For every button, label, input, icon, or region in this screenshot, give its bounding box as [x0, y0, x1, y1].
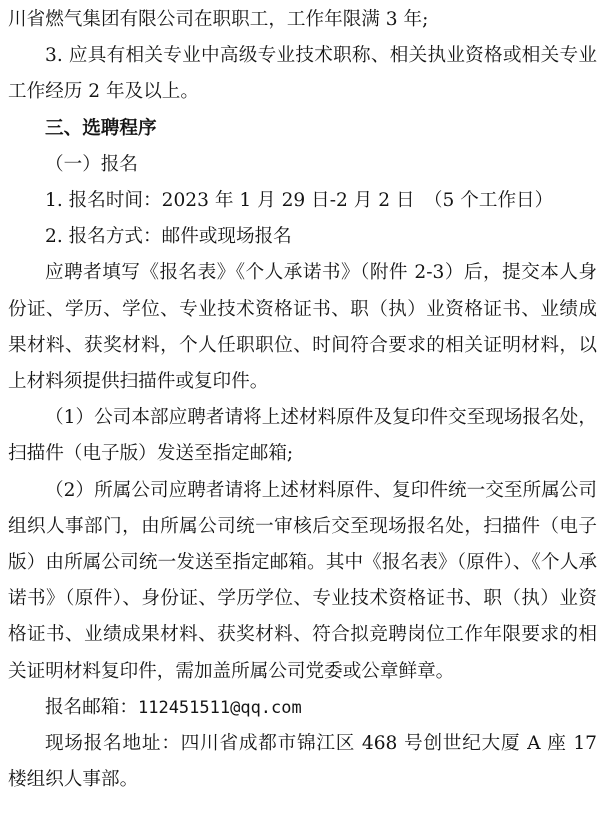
- paragraph-subsidiary-applicants: （2）所属公司应聘者请将上述材料原件、复印件统一交至所属公司组织人事部门，由所属公司统一审核后交至现场报名处，扫描件（电子版）由所属公司统一发送至指定邮箱。其中《报名表》（原件）、《个人承诺书》（原件）、身份证、学历学位、专业技术资格证书、职（执）业资格证书、业绩成果材料、获奖材料、符合拟竞聘岗位工作年限要求的相关证明材料复印件，需加盖所属公司党委或公章鲜章。: [8, 479, 597, 682]
- paragraph-registration-email: [8, 690, 597, 726]
- section-heading-selection-procedure: 三、选聘程序: [45, 117, 157, 139]
- paragraph-eligibility-continued: 川省燃气集团有限公司在职职工，工作年限满 3 年;: [8, 9, 429, 30]
- paragraph-registration-address: 现场报名地址：四川省成都市锦江区 468 号创世纪大厦 A 座 17 楼组织人事部。: [8, 733, 597, 791]
- paragraph-registration-time: 1. 报名时间：2023 年 1 月 29 日-2 月 2 日 （5 个工作日）: [45, 190, 554, 212]
- email-label: 报名邮箱：: [45, 696, 138, 718]
- paragraph-requirement-3: 3. 应具有相关专业中高级专业技术职称、相关执业资格或相关专业工作经历 2 年及以上。: [8, 45, 597, 103]
- paragraph-headquarters-applicants: （1）公司本部应聘者请将上述材料原件及复印件交至现场报名处，扫描件（电子版）发送至指定邮箱;: [8, 407, 597, 465]
- email-address: 112451511@qq.com: [137, 697, 302, 718]
- paragraph-registration-method: 2. 报名方式：邮件或现场报名: [45, 226, 292, 248]
- paragraph-applicant-materials: 应聘者填写《报名表》《个人承诺书》（附件 2-3）后，提交本人身份证、学历、学位、专业技术资格证书、职（执）业资格证书、业绩成果材料、获奖材料，个人任职职位、时间符合要求的相关证明材料，以上材料须提供扫描件或复印件。: [8, 262, 597, 393]
- subsection-heading-registration: （一）报名: [45, 153, 138, 175]
